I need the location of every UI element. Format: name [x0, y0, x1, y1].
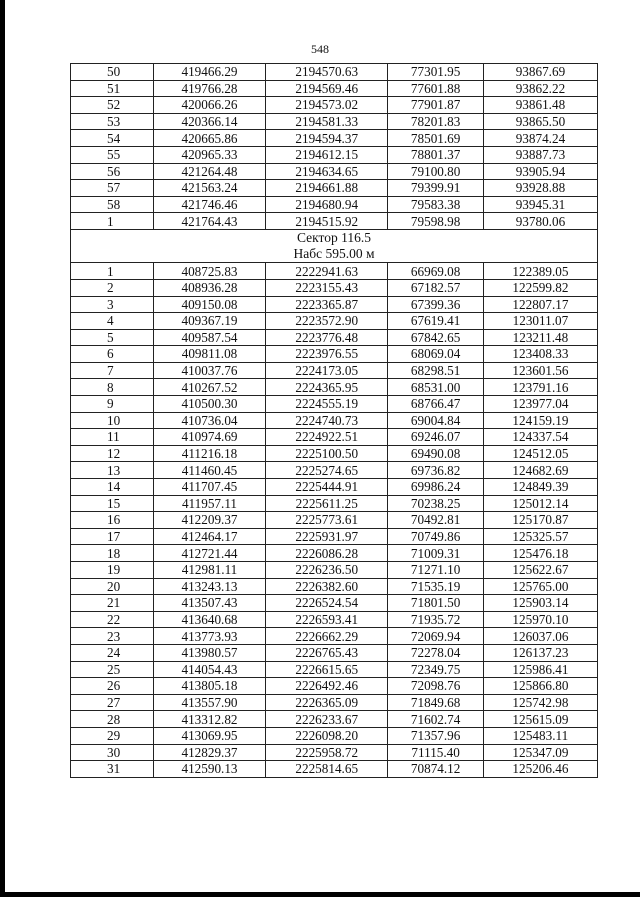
table-row: [71, 64, 598, 81]
table-row: [71, 362, 598, 379]
coord-y-local-cell: 125206.46: [483, 761, 597, 778]
coord-y-cell: 2226524.54: [266, 595, 388, 612]
table-row: [71, 661, 598, 678]
coord-y-local-cell: 123791.16: [483, 379, 597, 396]
coord-y-local-cell: 125483.11: [483, 727, 597, 744]
point-number-cell: 29: [71, 727, 154, 744]
table-row: [71, 163, 598, 180]
coord-y-cell: 2223365.87: [266, 296, 388, 313]
coord-x-cell: 419466.29: [153, 64, 265, 81]
coord-y-local-cell: 93887.73: [483, 146, 597, 163]
coord-y-cell: 2194515.92: [266, 213, 388, 230]
table-row: [71, 479, 598, 496]
coord-y-cell: 2224365.95: [266, 379, 388, 396]
coord-y-local-cell: 123011.07: [483, 313, 597, 330]
table-row: [71, 628, 598, 645]
coord-y-local-cell: 93874.24: [483, 130, 597, 147]
point-number-cell: 9: [71, 396, 154, 413]
coord-y-local-cell: 123977.04: [483, 396, 597, 413]
coord-x-cell: 413243.13: [153, 578, 265, 595]
coord-y-cell: 2194680.94: [266, 196, 388, 213]
coord-x-cell: 414054.43: [153, 661, 265, 678]
table-row: [71, 196, 598, 213]
coord-y-local-cell: 122807.17: [483, 296, 597, 313]
table-row: [71, 379, 598, 396]
coord-x-cell: 410736.04: [153, 412, 265, 429]
table-row: [71, 180, 598, 197]
point-number-cell: 26: [71, 678, 154, 695]
coord-x-local-cell: 69986.24: [388, 479, 483, 496]
coord-x-local-cell: 71357.96: [388, 727, 483, 744]
point-number-cell: 7: [71, 362, 154, 379]
coord-y-local-cell: 123211.48: [483, 329, 597, 346]
coord-y-local-cell: 125476.18: [483, 545, 597, 562]
coord-y-cell: 2194573.02: [266, 97, 388, 114]
coord-y-cell: 2226765.43: [266, 644, 388, 661]
table-row: [71, 761, 598, 778]
table-row: [71, 711, 598, 728]
point-number-cell: 19: [71, 562, 154, 579]
coord-x-local-cell: 71009.31: [388, 545, 483, 562]
coord-x-local-cell: 71935.72: [388, 611, 483, 628]
table-row: [71, 678, 598, 695]
coord-y-cell: 2194634.65: [266, 163, 388, 180]
coord-y-local-cell: 126137.23: [483, 644, 597, 661]
coord-x-cell: 409367.19: [153, 313, 265, 330]
coord-y-local-cell: 93905.94: [483, 163, 597, 180]
coord-y-local-cell: 125970.10: [483, 611, 597, 628]
table-row: [71, 611, 598, 628]
coord-x-local-cell: 67842.65: [388, 329, 483, 346]
coord-x-local-cell: 72349.75: [388, 661, 483, 678]
point-number-cell: 4: [71, 313, 154, 330]
table-row: [71, 545, 598, 562]
table-row: [71, 412, 598, 429]
coord-x-cell: 419766.28: [153, 80, 265, 97]
point-number-cell: 20: [71, 578, 154, 595]
point-number-cell: 3: [71, 296, 154, 313]
coord-y-cell: 2226492.46: [266, 678, 388, 695]
coord-x-cell: 411216.18: [153, 445, 265, 462]
coord-y-cell: 2226086.28: [266, 545, 388, 562]
coord-x-cell: 420066.26: [153, 97, 265, 114]
coord-x-cell: 410267.52: [153, 379, 265, 396]
coord-x-local-cell: 69004.84: [388, 412, 483, 429]
sector-title: Сектор 116.5: [296, 229, 371, 245]
sector-elevation: Набс 595.00 м: [293, 246, 375, 262]
coord-x-local-cell: 70874.12: [388, 761, 483, 778]
table-row: [71, 512, 598, 529]
coord-y-local-cell: 93861.48: [483, 97, 597, 114]
point-number-cell: 6: [71, 346, 154, 363]
coord-y-cell: 2224173.05: [266, 362, 388, 379]
coord-x-cell: 413805.18: [153, 678, 265, 695]
coord-y-cell: 2226365.09: [266, 694, 388, 711]
coord-y-local-cell: 125615.09: [483, 711, 597, 728]
point-number-cell: 51: [71, 80, 154, 97]
coord-y-local-cell: 125903.14: [483, 595, 597, 612]
coord-x-local-cell: 72069.94: [388, 628, 483, 645]
coord-y-local-cell: 93862.22: [483, 80, 597, 97]
table-section-bottom: [71, 263, 598, 777]
coord-y-cell: 2226593.41: [266, 611, 388, 628]
coord-x-local-cell: 71115.40: [388, 744, 483, 761]
coord-x-local-cell: 68766.47: [388, 396, 483, 413]
point-number-cell: 27: [71, 694, 154, 711]
sector-heading-cell: [71, 229, 598, 262]
point-number-cell: 11: [71, 429, 154, 446]
coord-x-local-cell: 67619.41: [388, 313, 483, 330]
coord-x-local-cell: 77301.95: [388, 64, 483, 81]
coord-x-local-cell: 79583.38: [388, 196, 483, 213]
point-number-cell: 17: [71, 528, 154, 545]
coord-y-local-cell: 122599.82: [483, 279, 597, 296]
point-number-cell: 21: [71, 595, 154, 612]
point-number-cell: 54: [71, 130, 154, 147]
point-number-cell: 58: [71, 196, 154, 213]
coord-x-local-cell: 78201.83: [388, 113, 483, 130]
table-row: [71, 744, 598, 761]
sector-header: [71, 229, 598, 262]
point-number-cell: 14: [71, 479, 154, 496]
coord-x-local-cell: 67399.36: [388, 296, 483, 313]
scan-border-bottom: [0, 892, 640, 897]
coord-y-local-cell: 123601.56: [483, 362, 597, 379]
point-number-cell: 12: [71, 445, 154, 462]
coord-y-cell: 2226615.65: [266, 661, 388, 678]
table-row: [71, 595, 598, 612]
coord-x-cell: 412829.37: [153, 744, 265, 761]
point-number-cell: 16: [71, 512, 154, 529]
table-row: [71, 279, 598, 296]
coord-y-cell: 2194612.15: [266, 146, 388, 163]
point-number-cell: 23: [71, 628, 154, 645]
coord-x-cell: 411460.45: [153, 462, 265, 479]
coord-y-cell: 2222941.63: [266, 263, 388, 280]
coord-y-local-cell: 93780.06: [483, 213, 597, 230]
coord-x-cell: 413312.82: [153, 711, 265, 728]
coord-y-cell: 2194570.63: [266, 64, 388, 81]
coord-y-cell: 2225100.50: [266, 445, 388, 462]
coord-x-local-cell: 66969.08: [388, 263, 483, 280]
coord-x-cell: 412464.17: [153, 528, 265, 545]
coord-x-cell: 413980.57: [153, 644, 265, 661]
coord-y-cell: 2225773.61: [266, 512, 388, 529]
coord-y-cell: 2226236.50: [266, 562, 388, 579]
table-row: [71, 462, 598, 479]
table-row: [71, 113, 598, 130]
coord-x-local-cell: 70749.86: [388, 528, 483, 545]
coord-x-cell: 420965.33: [153, 146, 265, 163]
point-number-cell: 22: [71, 611, 154, 628]
coord-x-local-cell: 79100.80: [388, 163, 483, 180]
coord-y-local-cell: 93928.88: [483, 180, 597, 197]
point-number-cell: 57: [71, 180, 154, 197]
point-number-cell: 31: [71, 761, 154, 778]
coord-y-cell: 2225958.72: [266, 744, 388, 761]
coord-y-local-cell: 125012.14: [483, 495, 597, 512]
point-number-cell: 10: [71, 412, 154, 429]
point-number-cell: 8: [71, 379, 154, 396]
coord-y-cell: 2225444.91: [266, 479, 388, 496]
coord-y-local-cell: 125622.67: [483, 562, 597, 579]
point-number-cell: 24: [71, 644, 154, 661]
coord-x-cell: 412209.37: [153, 512, 265, 529]
coord-x-local-cell: 67182.57: [388, 279, 483, 296]
coord-y-local-cell: 125986.41: [483, 661, 597, 678]
coord-y-cell: 2223976.55: [266, 346, 388, 363]
coord-x-local-cell: 79598.98: [388, 213, 483, 230]
table-row: [71, 429, 598, 446]
coord-y-local-cell: 122389.05: [483, 263, 597, 280]
coord-y-local-cell: 124337.54: [483, 429, 597, 446]
table-row: [71, 130, 598, 147]
coord-y-cell: 2226233.67: [266, 711, 388, 728]
table-row: [71, 562, 598, 579]
coord-x-local-cell: 78501.69: [388, 130, 483, 147]
coord-x-cell: 412590.13: [153, 761, 265, 778]
coord-y-local-cell: 93945.31: [483, 196, 597, 213]
table-row: [71, 329, 598, 346]
coord-x-local-cell: 69490.08: [388, 445, 483, 462]
coord-x-local-cell: 78801.37: [388, 146, 483, 163]
coord-y-local-cell: 126037.06: [483, 628, 597, 645]
coord-x-cell: 411957.11: [153, 495, 265, 512]
point-number-cell: 52: [71, 97, 154, 114]
coord-y-local-cell: 125866.80: [483, 678, 597, 695]
coord-y-cell: 2223572.90: [266, 313, 388, 330]
table-row: [71, 578, 598, 595]
point-number-cell: 25: [71, 661, 154, 678]
point-number-cell: 13: [71, 462, 154, 479]
coord-x-cell: 409587.54: [153, 329, 265, 346]
coord-y-cell: 2194569.46: [266, 80, 388, 97]
table-row: [71, 313, 598, 330]
coord-y-local-cell: 93867.69: [483, 64, 597, 81]
coord-x-local-cell: 70492.81: [388, 512, 483, 529]
point-number-cell: 15: [71, 495, 154, 512]
coord-y-local-cell: 124159.19: [483, 412, 597, 429]
coord-x-cell: 410974.69: [153, 429, 265, 446]
coord-x-local-cell: 71602.74: [388, 711, 483, 728]
table-row: [71, 97, 598, 114]
coord-x-cell: 413557.90: [153, 694, 265, 711]
coord-y-local-cell: 125765.00: [483, 578, 597, 595]
table-row: [71, 445, 598, 462]
coord-x-cell: 421563.24: [153, 180, 265, 197]
point-number-cell: 1: [71, 213, 154, 230]
point-number-cell: 50: [71, 64, 154, 81]
coord-y-local-cell: 125742.98: [483, 694, 597, 711]
coord-x-local-cell: 77601.88: [388, 80, 483, 97]
coord-x-cell: 420366.14: [153, 113, 265, 130]
coord-x-cell: 421264.48: [153, 163, 265, 180]
point-number-cell: 5: [71, 329, 154, 346]
coord-x-cell: 410037.76: [153, 362, 265, 379]
coord-x-cell: 408725.83: [153, 263, 265, 280]
coord-x-cell: 413640.68: [153, 611, 265, 628]
point-number-cell: 28: [71, 711, 154, 728]
coord-y-cell: 2194661.88: [266, 180, 388, 197]
coord-x-local-cell: 71801.50: [388, 595, 483, 612]
coord-x-cell: 421764.43: [153, 213, 265, 230]
coord-y-local-cell: 125325.57: [483, 528, 597, 545]
table-row: [71, 644, 598, 661]
coord-y-cell: 2223155.43: [266, 279, 388, 296]
table-row: [71, 495, 598, 512]
coord-x-local-cell: 77901.87: [388, 97, 483, 114]
coord-x-cell: 412721.44: [153, 545, 265, 562]
table-row: [71, 80, 598, 97]
coord-x-local-cell: 68069.04: [388, 346, 483, 363]
coord-x-cell: 409811.08: [153, 346, 265, 363]
coord-x-cell: 413069.95: [153, 727, 265, 744]
coord-y-local-cell: 125170.87: [483, 512, 597, 529]
coord-y-cell: 2225611.25: [266, 495, 388, 512]
coord-y-local-cell: 124849.39: [483, 479, 597, 496]
coord-x-local-cell: 69736.82: [388, 462, 483, 479]
coord-x-cell: 420665.86: [153, 130, 265, 147]
coord-y-cell: 2194581.33: [266, 113, 388, 130]
coord-y-cell: 2194594.37: [266, 130, 388, 147]
coord-y-cell: 2224555.19: [266, 396, 388, 413]
table-row: [71, 694, 598, 711]
coord-y-cell: 2225274.65: [266, 462, 388, 479]
coord-x-local-cell: 71849.68: [388, 694, 483, 711]
point-number-cell: 2: [71, 279, 154, 296]
table-section-top: [71, 64, 598, 230]
table-row: [71, 263, 598, 280]
coord-x-local-cell: 72098.76: [388, 678, 483, 695]
point-number-cell: 56: [71, 163, 154, 180]
coord-x-local-cell: 71271.10: [388, 562, 483, 579]
coord-y-cell: 2225814.65: [266, 761, 388, 778]
coord-x-local-cell: 69246.07: [388, 429, 483, 446]
table-row: [71, 346, 598, 363]
page-number: 548: [311, 42, 329, 56]
coord-y-cell: 2226662.29: [266, 628, 388, 645]
table-row: [71, 296, 598, 313]
coord-y-cell: 2224922.51: [266, 429, 388, 446]
coord-x-cell: 409150.08: [153, 296, 265, 313]
point-number-cell: 55: [71, 146, 154, 163]
point-number-cell: 18: [71, 545, 154, 562]
coord-x-local-cell: 79399.91: [388, 180, 483, 197]
coord-y-local-cell: 124512.05: [483, 445, 597, 462]
coord-x-local-cell: 71535.19: [388, 578, 483, 595]
coord-y-cell: 2225931.97: [266, 528, 388, 545]
coord-x-local-cell: 70238.25: [388, 495, 483, 512]
coord-x-cell: 421746.46: [153, 196, 265, 213]
table-row: [71, 146, 598, 163]
scan-border-left: [0, 0, 5, 897]
coord-x-cell: 413507.43: [153, 595, 265, 612]
table-row: [71, 727, 598, 744]
table-row: [71, 213, 598, 230]
coord-x-local-cell: 68298.51: [388, 362, 483, 379]
coord-y-cell: 2224740.73: [266, 412, 388, 429]
coord-x-cell: 411707.45: [153, 479, 265, 496]
coord-x-local-cell: 72278.04: [388, 644, 483, 661]
table-row: [71, 396, 598, 413]
coord-y-local-cell: 123408.33: [483, 346, 597, 363]
coord-x-local-cell: 68531.00: [388, 379, 483, 396]
point-number-cell: 53: [71, 113, 154, 130]
coord-y-cell: 2226382.60: [266, 578, 388, 595]
coord-y-local-cell: 93865.50: [483, 113, 597, 130]
coord-x-cell: 412981.11: [153, 562, 265, 579]
coord-y-local-cell: 125347.09: [483, 744, 597, 761]
coord-x-cell: 410500.30: [153, 396, 265, 413]
coord-x-cell: 413773.93: [153, 628, 265, 645]
coordinates-table: [70, 63, 598, 778]
coord-y-local-cell: 124682.69: [483, 462, 597, 479]
table-row: [71, 528, 598, 545]
point-number-cell: 30: [71, 744, 154, 761]
coord-y-cell: 2223776.48: [266, 329, 388, 346]
coord-x-cell: 408936.28: [153, 279, 265, 296]
coord-y-cell: 2226098.20: [266, 727, 388, 744]
point-number-cell: 1: [71, 263, 154, 280]
